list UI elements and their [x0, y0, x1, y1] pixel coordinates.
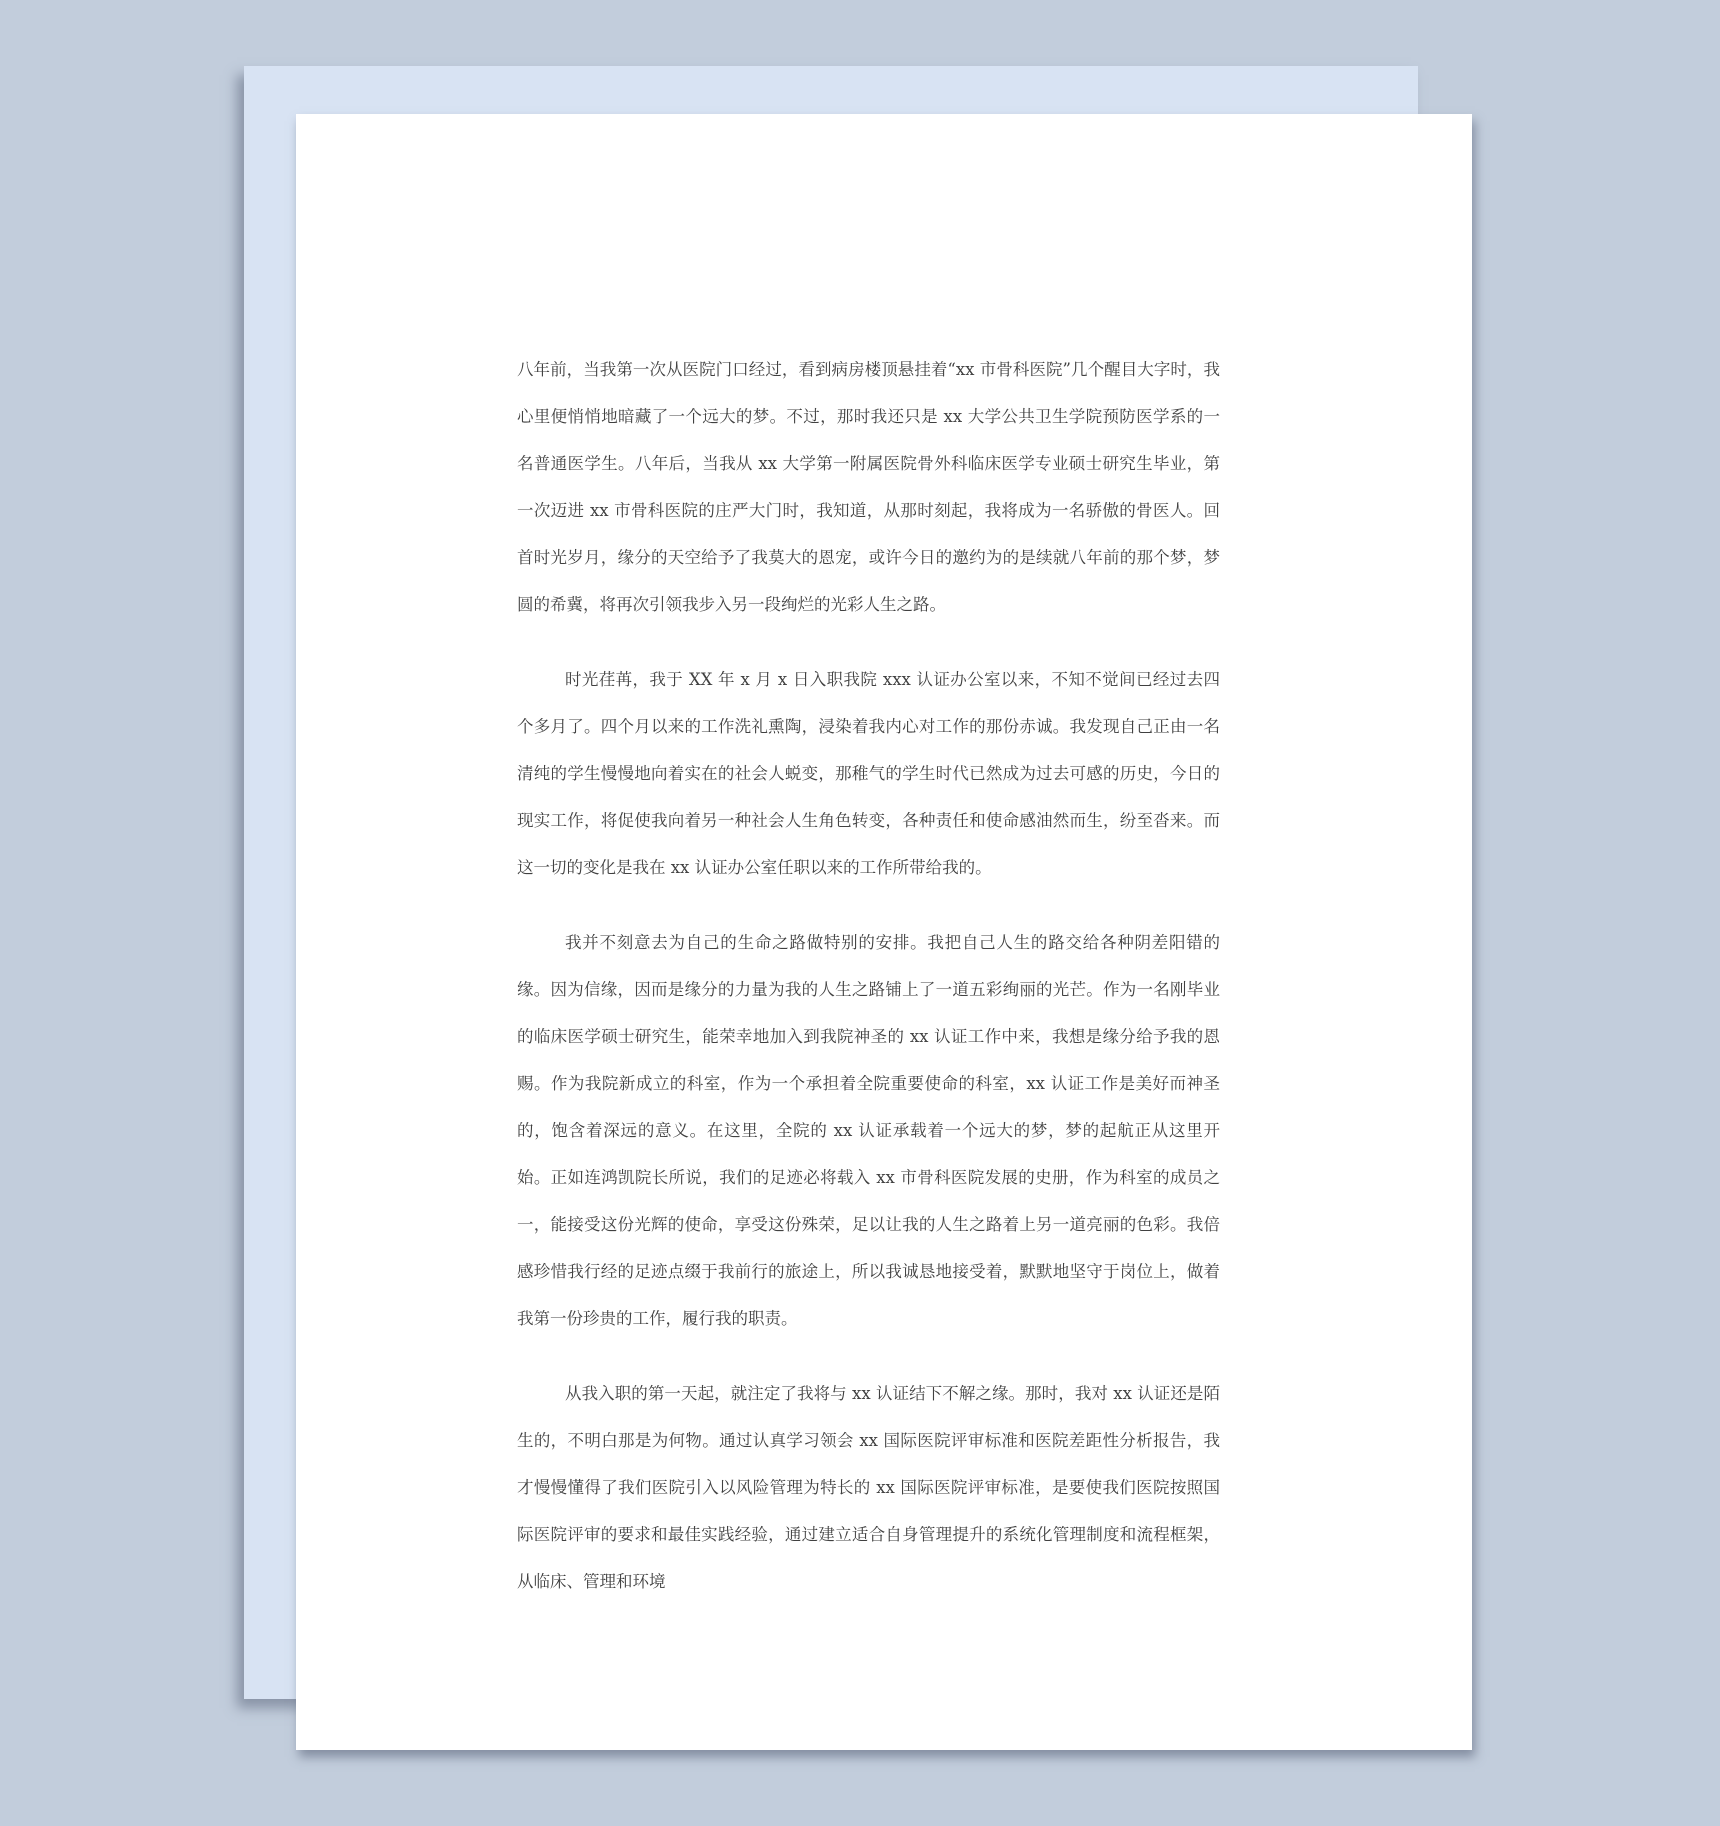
document-page	[296, 114, 1472, 1750]
paragraph-1: 八年前，当我第一次从医院门口经过，看到病房楼顶悬挂着“xx 市骨科医院”几个醒目大字时，我心里便悄悄地暗藏了一个远大的梦。不过，那时我还只是 xx 大学公共卫生学院预防医学系的一名普通医学生。八年后，当我从 xx 大学第一附属医院骨外科临床医学专业硕士研究生毕业，第一次迈进 xx 市骨科医院的庄严大门时，我知道，从那时刻起，我将成为一名骄傲的骨医人。回首时光岁月，缘分的天空给予了我莫大的恩宠，或许今日的邀约为的是续就八年前的那个梦，梦圆的希冀，将再次引领我步入另一段绚烂的光彩人生之路。	[517, 360, 1220, 614]
document-body	[517, 346, 1220, 1633]
paragraph-2: 时光荏苒，我于 XX 年 x 月 x 日入职我院 xxx 认证办公室以来，不知不觉间已经过去四个多月了。四个月以来的工作洗礼熏陶，浸染着我内心对工作的那份赤诚。我发现自己正由一名清纯的学生慢慢地向着实在的社会人蜕变，那稚气的学生时代已然成为过去可感的历史，今日的现实工作，将促使我向着另一种社会人生角色转变，各种责任和使命感油然而生，纷至沓来。而这一切的变化是我在 xx 认证办公室任职以来的工作所带给我的。	[517, 670, 1220, 877]
paragraph-3: 我并不刻意去为自己的生命之路做特别的安排。我把自己人生的路交给各种阴差阳错的缘。因为信缘，因而是缘分的力量为我的人生之路铺上了一道五彩绚丽的光芒。作为一名刚毕业的临床医学硕士研究生，能荣幸地加入到我院神圣的 xx 认证工作中来，我想是缘分给予我的恩赐。作为我院新成立的科室，作为一个承担着全院重要使命的科室，xx 认证工作是美好而神圣的，饱含着深远的意义。在这里，全院的 xx 认证承载着一个远大的梦，梦的起航正从这里开始。正如连鸿凯院长所说，我们的足迹必将载入 xx 市骨科医院发展的史册，作为科室的成员之一，能接受这份光辉的使命，享受这份殊荣，足以让我的人生之路着上另一道亮丽的色彩。我倍感珍惜我行经的足迹点缀于我前行的旅途上，所以我诚恳地接受着，默默地坚守于岗位上，做着我第一份珍贵的工作，履行我的职责。	[517, 933, 1220, 1328]
paragraph-4: 从我入职的第一天起，就注定了我将与 xx 认证结下不解之缘。那时，我对 xx 认证还是陌生的，不明白那是为何物。通过认真学习领会 xx 国际医院评审标准和医院差距性分析报告，我才慢慢懂得了我们医院引入以风险管理为特长的 xx 国际医院评审标准，是要使我们医院按照国际医院评审的要求和最佳实践经验，通过建立适合自身管理提升的系统化管理制度和流程框架，从临床、管理和环境	[517, 1384, 1220, 1591]
